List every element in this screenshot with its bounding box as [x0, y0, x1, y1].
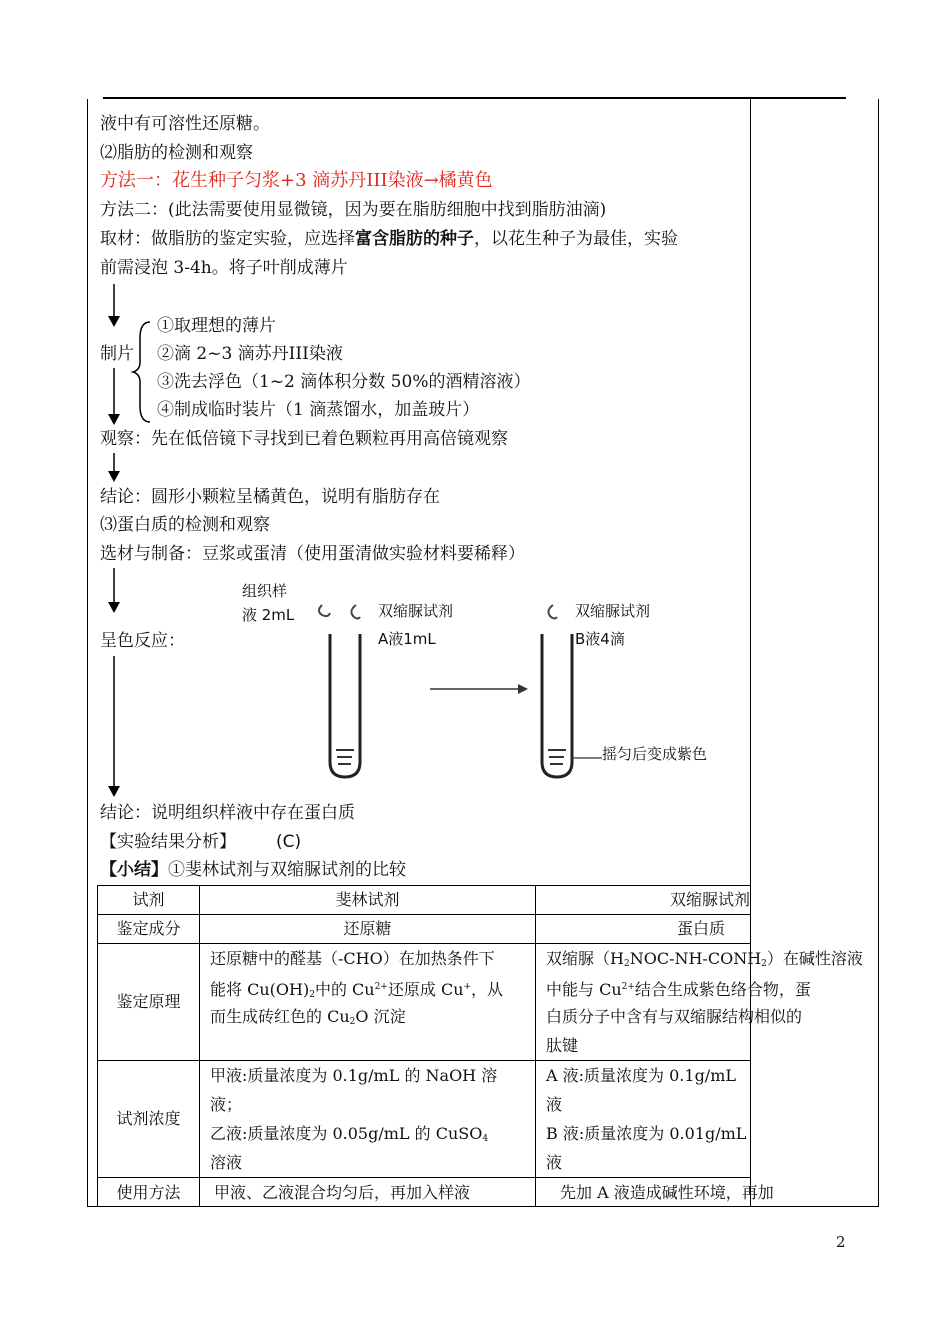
test-tubes-drawing: [230, 572, 750, 790]
concentration-fehling-3-text: 乙液:质量浓度为 0.05g/mL 的 CuSO: [210, 1124, 483, 1143]
step-1: ①取理想的薄片: [157, 316, 276, 336]
principle-biuret-3: 白质分子中含有与双缩脲结构相似的: [546, 1007, 803, 1026]
principle-fehling-1: 还原糖中的醛基（-CHO）在加热条件下: [210, 949, 495, 968]
material-emphasis: 富含脂肪的种子: [355, 229, 474, 249]
result-analysis-label: 【实验结果分析】: [100, 832, 236, 852]
step-4: ④制成临时装片（1 滴蒸馏水，加盖玻片）: [157, 400, 480, 420]
material-text: 取材：做脂肪的鉴定实验，应选择: [100, 229, 355, 249]
arrow-down-icon: [104, 284, 124, 328]
row-component-fehling: 还原糖: [343, 919, 392, 938]
concentration-fehling-4: 溶液: [210, 1153, 243, 1172]
superscript: +: [463, 982, 472, 992]
result-analysis-value: (C): [276, 832, 302, 852]
row-principle-label: 鉴定原理: [116, 992, 181, 1011]
arrow-down-icon: [104, 568, 124, 614]
subscript: 2: [761, 959, 767, 969]
frame-mid: [750, 99, 751, 1207]
principle-biuret-1-text: NOC-NH-CONH: [629, 949, 762, 968]
concentration-biuret-3: B 液:质量浓度为 0.01g/mL: [546, 1124, 747, 1143]
selection-line: 选材与制备：豆浆或蛋清（使用蛋清做实验材料要稀释）: [100, 544, 525, 564]
header-fehling: 斐林试剂: [335, 890, 400, 909]
usage-fehling: 甲液、乙液混合均匀后，再加入样液: [214, 1183, 471, 1202]
soak-line: 前需浸泡 3-4h。将子叶削成薄片: [100, 258, 348, 278]
subscript: 2: [309, 990, 315, 1000]
conclusion-protein: 结论：说明组织样液中存在蛋白质: [100, 803, 355, 823]
principle-fehling-3-text: O 沉淀: [355, 1007, 406, 1026]
header-biuret: 双缩脲试剂: [669, 890, 750, 909]
concentration-biuret-4: 液: [546, 1153, 563, 1172]
header-rule: [103, 97, 846, 99]
figure-b-liquid: B液4滴: [575, 630, 625, 648]
frame-right: [878, 99, 879, 1207]
principle-biuret-4: 肽键: [546, 1036, 579, 1055]
concentration-fehling-3: [210, 1119, 488, 1154]
text-line: 液中有可溶性还原糖。: [100, 114, 270, 134]
principle-fehling-2-text: 还原成 Cu: [387, 980, 464, 999]
figure-result: 摇匀后变成紫色: [602, 745, 708, 763]
principle-fehling-2-text: 中的 Cu: [314, 980, 375, 999]
concentration-fehling-2: 液；: [210, 1095, 243, 1114]
observe-line: 观察：先在低倍镜下寻找到已着色颗粒再用高倍镜观察: [100, 429, 508, 449]
principle-fehling-2-text: ，从: [471, 980, 504, 999]
zhipian-label: 制片: [100, 344, 134, 364]
row-usage-label: 使用方法: [116, 1183, 181, 1202]
step-2: ②滴 2~3 滴苏丹III染液: [157, 344, 343, 364]
conclusion-fat: 结论：圆形小颗粒呈橘黄色，说明有脂肪存在: [100, 487, 440, 507]
section-protein-heading: ⑶蛋白质的检测和观察: [100, 515, 270, 535]
principle-biuret-2-text: 中能与 Cu: [546, 980, 622, 999]
method-two: 方法二：(此法需要使用显微镜，因为要在脂肪细胞中找到脂肪油滴): [100, 200, 607, 220]
summary-text: ①斐林试剂与双缩脲试剂的比较: [168, 860, 406, 880]
principle-biuret-2: [546, 973, 811, 1004]
figure-sample-line1: 组织样: [242, 582, 288, 600]
figure-sample-line2: 液 2mL: [242, 606, 295, 624]
arrow-down-icon: [104, 656, 124, 798]
summary-line: [100, 859, 406, 881]
superscript: 2+: [374, 982, 388, 992]
method-one: 方法一：花生种子匀浆+3 滴苏丹III染液→橘黄色: [100, 170, 493, 191]
principle-biuret-1-text: ）在碱性溶液: [766, 949, 863, 968]
page-number: 2: [836, 1233, 846, 1251]
subscript: 2: [623, 959, 630, 969]
figure-reagent-a: 双缩脲试剂: [378, 602, 454, 620]
step-3: ③洗去浮色（1~2 滴体积分数 50%的酒精溶液）: [157, 372, 531, 392]
row-component-biuret: 蛋白质: [676, 919, 725, 938]
material-line: [100, 228, 678, 250]
brace-icon: [130, 318, 154, 426]
row-component-label: 鉴定成分: [116, 919, 181, 938]
material-text-2: ，以花生种子为最佳，实验: [474, 229, 678, 249]
figure-reagent-b: 双缩脲试剂: [575, 602, 651, 620]
principle-fehling-3: [210, 1002, 406, 1037]
concentration-biuret-2: 液: [546, 1095, 563, 1114]
usage-biuret: 先加 A 液造成碱性环境，再加: [560, 1183, 774, 1202]
result-analysis-line: [100, 831, 301, 853]
principle-biuret-1-text: 双缩脲（H: [546, 949, 624, 968]
section-fat-heading: ⑵脂肪的检测和观察: [100, 143, 253, 163]
principle-fehling-3-text: 而生成砖红色的 Cu: [210, 1007, 350, 1026]
summary-label: 【小结】: [100, 860, 168, 880]
superscript: 2+: [621, 982, 635, 992]
biuret-figure: [230, 572, 750, 790]
concentration-biuret-1: A 液:质量浓度为 0.1g/mL: [546, 1066, 736, 1085]
subscript: 4: [482, 1134, 489, 1144]
concentration-fehling-1: 甲液:质量浓度为 0.1g/mL 的 NaOH 溶: [210, 1066, 498, 1085]
subscript: 2: [349, 1017, 356, 1027]
figure-a-liquid: A液1mL: [378, 630, 436, 648]
header-reagent: 试剂: [132, 890, 165, 909]
row-concentration-label: 试剂浓度: [116, 1109, 181, 1128]
color-reaction-label: 呈色反应：: [100, 631, 185, 651]
arrow-down-icon: [104, 453, 124, 483]
principle-biuret-2-text: 结合生成紫色络合物，蛋: [634, 980, 811, 999]
principle-fehling-2-text: 能将 Cu(OH): [210, 980, 310, 999]
frame-left: [87, 99, 88, 1207]
arrow-down-icon: [104, 368, 124, 426]
